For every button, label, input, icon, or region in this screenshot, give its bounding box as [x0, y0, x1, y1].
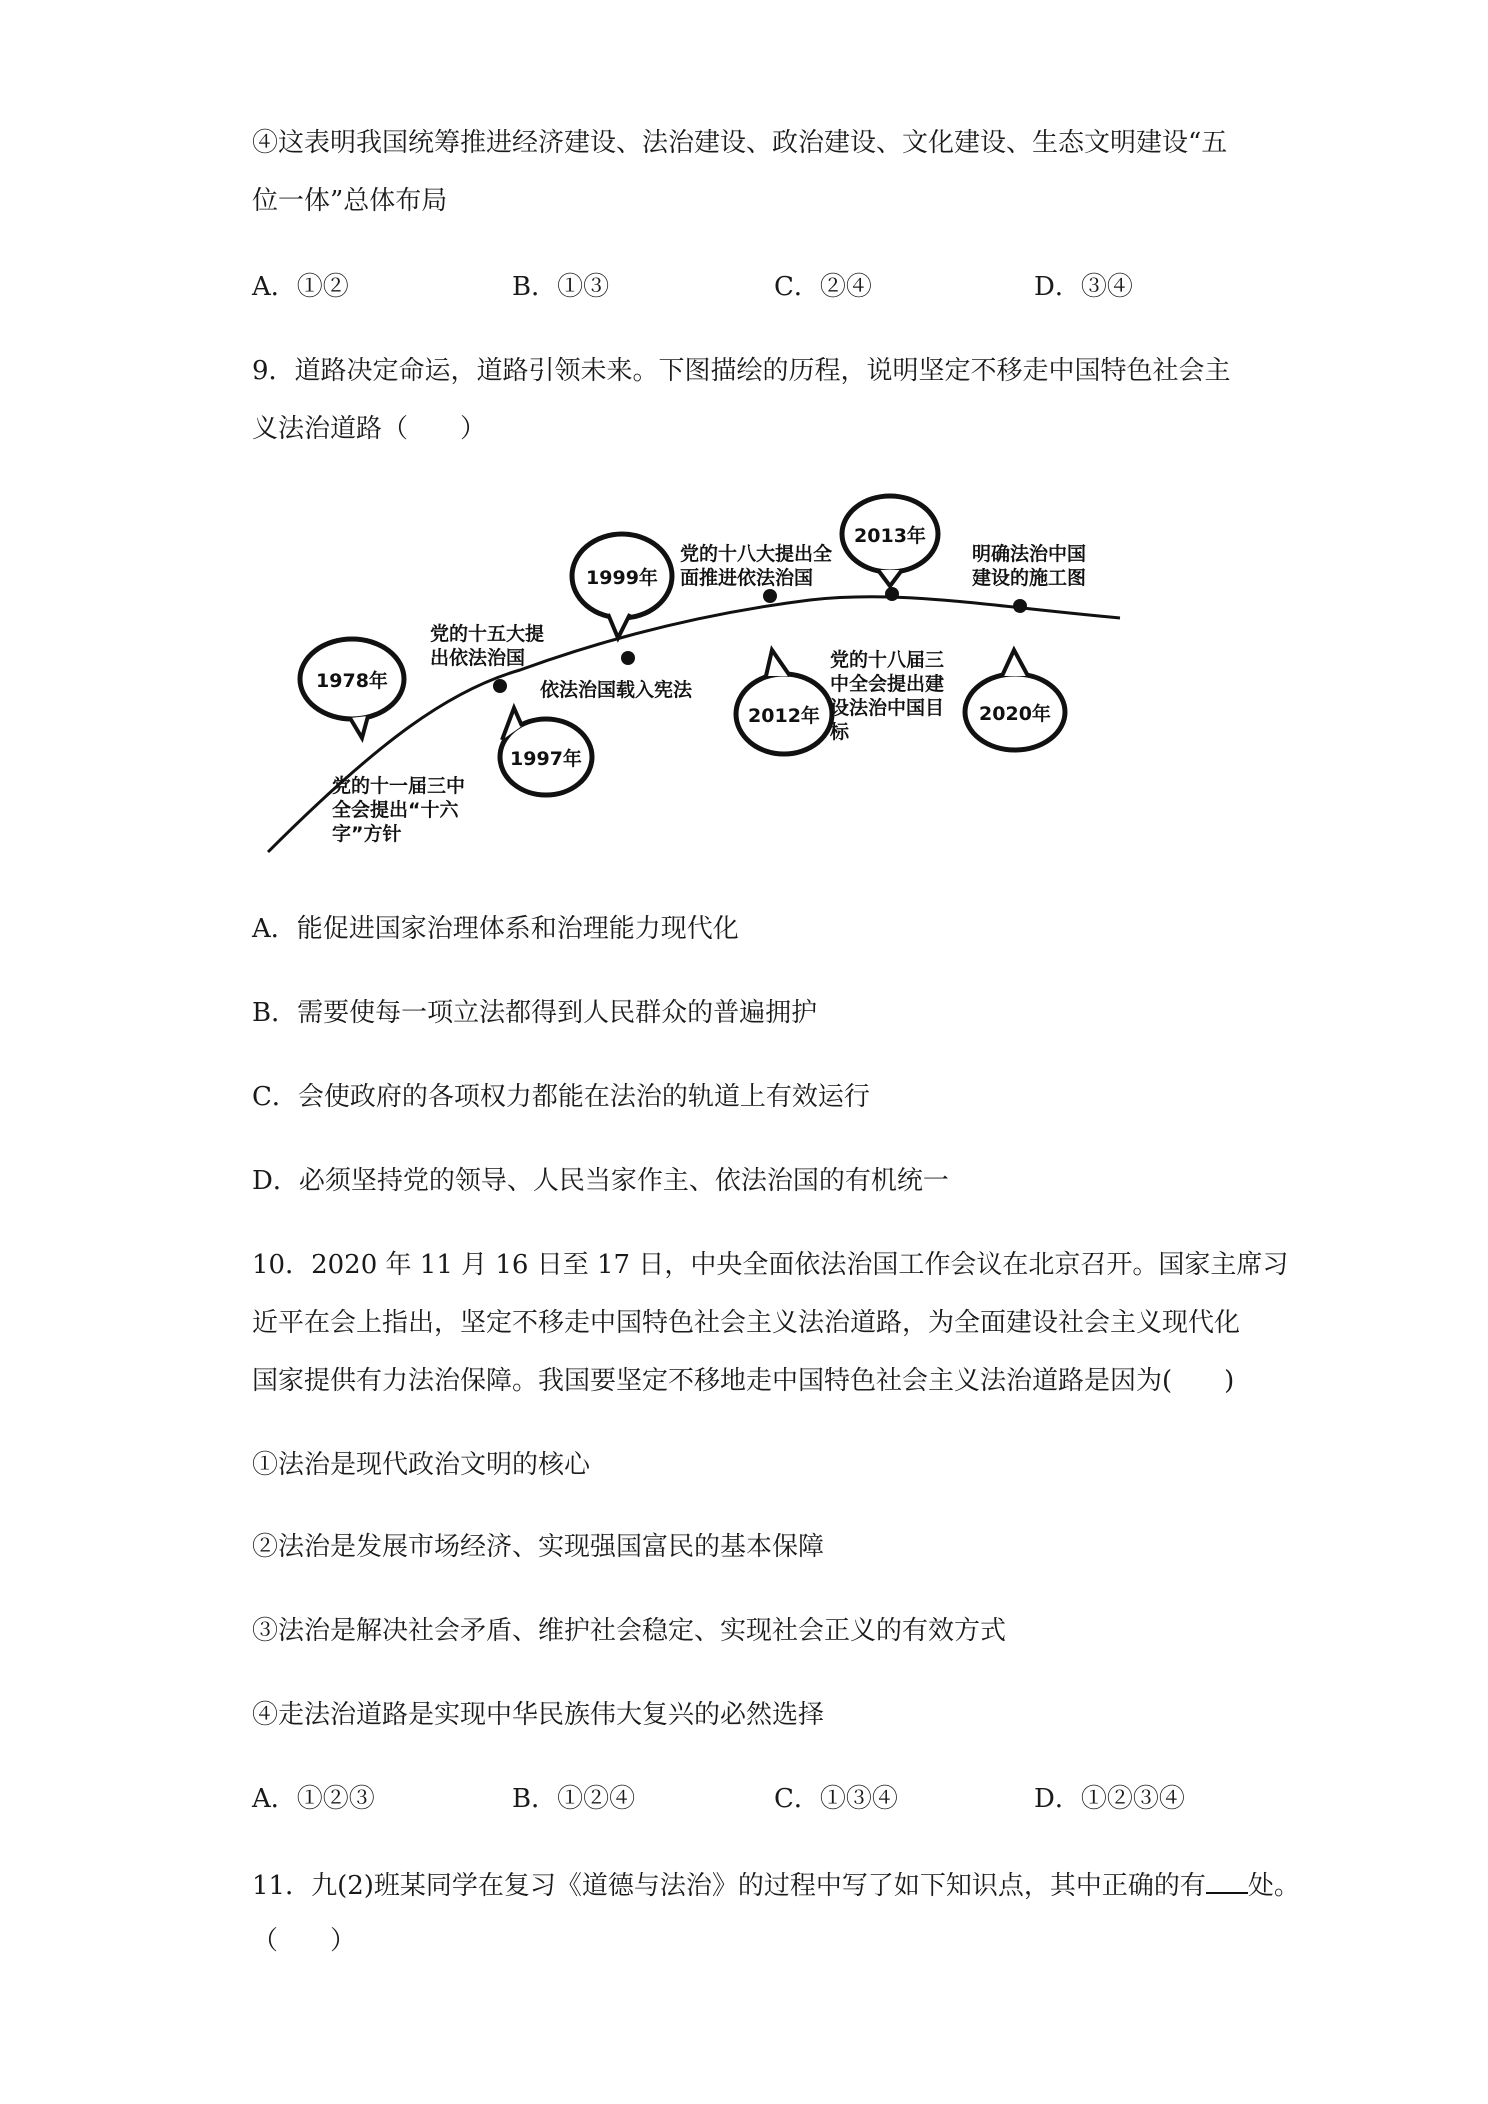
q9-option-d[interactable]: D．必须坚持党的领导、人民当家作主、依法治国的有机统一	[252, 1166, 949, 1196]
q11-answer-blank[interactable]	[1206, 1866, 1248, 1894]
caption-2013-line-2: 中全会提出建	[830, 673, 945, 695]
bubble-1997	[500, 708, 592, 795]
q8-option-d[interactable]: D．③④	[1034, 272, 1133, 302]
q10-option-d[interactable]: D．①②③④	[1034, 1784, 1185, 1814]
caption-2020-line-2: 建设的施工图	[972, 567, 1087, 589]
rule-of-law-timeline-diagram	[250, 490, 1130, 870]
q10-item-4: ④走法治道路是实现中华民族伟大复兴的必然选择	[252, 1700, 825, 1730]
q8-option-a[interactable]: A．①②	[252, 272, 349, 302]
caption-1978-line-3: 字”方针	[332, 823, 402, 845]
bubble-2013	[842, 496, 938, 586]
q10-item-1: ①法治是现代政治文明的核心	[252, 1450, 591, 1480]
caption-1999: 依法治国载入宪法	[540, 679, 693, 701]
year-1978: 1978年	[316, 670, 388, 692]
caption-2013-line-4: 标	[830, 721, 850, 743]
q8-item-4-line-1: ④这表明我国统筹推进经济建设、法治建设、政治建设、文化建设、生态文明建设“五	[252, 128, 1228, 158]
q10-item-3: ③法治是解决社会矛盾、维护社会稳定、实现社会正义的有效方式	[252, 1616, 1007, 1646]
caption-1997	[430, 622, 551, 669]
q8-item-4-line-2: 位一体”总体布局	[252, 186, 448, 216]
caption-1997-line-1: 党的十五大提	[430, 623, 545, 645]
caption-1997-line-2: 出依法治国	[430, 647, 526, 669]
bubble-1978	[300, 639, 404, 738]
q10-stem-line-1: 10．2020 年 11 月 16 日至 17 日，中央全面依法治国工作会议在北京召开。国家主席习	[252, 1250, 1289, 1280]
q10-option-c[interactable]: C．①③④	[774, 1784, 898, 1814]
bubble-1999	[572, 534, 672, 638]
node-2013	[885, 587, 899, 601]
caption-2012-line-1: 党的十八大提出全	[680, 543, 833, 565]
caption-1978	[332, 774, 472, 845]
q9-stem-line-1: 9．道路决定命运，道路引领未来。下图描绘的历程，说明坚定不移走中国特色社会主	[252, 356, 1231, 386]
node-2020	[1013, 599, 1027, 613]
q10-item-2: ②法治是发展市场经济、实现强国富民的基本保障	[252, 1532, 825, 1562]
q10-option-a[interactable]: A．①②③	[252, 1784, 375, 1814]
q11-stem-line-1	[252, 1866, 1300, 1903]
node-1997	[493, 679, 507, 693]
q10-stem-line-3: 国家提供有力法治保障。我国要坚定不移地走中国特色社会主义法治道路是因为( )	[252, 1366, 1235, 1396]
q11-stem-line-2: （ ）	[252, 1926, 357, 1956]
year-2020: 2020年	[979, 703, 1051, 725]
q9-option-b[interactable]: B．需要使每一项立法都得到人民群众的普遍拥护	[252, 998, 818, 1028]
bubble-2012	[736, 650, 832, 754]
caption-1978-line-1: 党的十一届三中	[332, 775, 466, 797]
caption-2013-line-3: 设法治中国目	[830, 697, 945, 719]
year-1999: 1999年	[586, 567, 658, 589]
year-2012: 2012年	[748, 705, 820, 727]
q8-option-c[interactable]: C．②④	[774, 272, 872, 302]
node-1999	[621, 651, 635, 665]
q11-stem-text: 11．九(2)班某同学在复习《道德与法治》的过程中写了如下知识点，其中正确的有	[252, 1871, 1206, 1901]
q10-stem-line-2: 近平在会上指出，坚定不移走中国特色社会主义法治道路，为全面建设社会主义现代化	[252, 1308, 1241, 1338]
caption-2012-line-2: 面推进依法治国	[680, 567, 814, 589]
caption-2020-line-1: 明确法治中国	[972, 543, 1087, 565]
q9-stem-line-2: 义法治道路（ ）	[252, 414, 487, 444]
caption-2012	[680, 542, 839, 589]
caption-2020	[972, 542, 1093, 589]
node-2012	[763, 589, 777, 603]
q8-option-b[interactable]: B．①③	[512, 272, 610, 302]
q10-option-b[interactable]: B．①②④	[512, 1784, 636, 1814]
year-1997: 1997年	[510, 748, 582, 770]
caption-1978-line-2: 全会提出“十六	[332, 799, 459, 821]
q11-stem-tail: 处。	[1247, 1871, 1300, 1901]
caption-2013	[829, 648, 951, 743]
bubble-2020	[965, 650, 1065, 750]
q9-option-c[interactable]: C．会使政府的各项权力都能在法治的轨道上有效运行	[252, 1082, 870, 1112]
q9-option-a[interactable]: A．能促进国家治理体系和治理能力现代化	[252, 914, 739, 944]
year-2013: 2013年	[854, 525, 926, 547]
caption-2013-line-1: 党的十八届三	[830, 649, 945, 671]
